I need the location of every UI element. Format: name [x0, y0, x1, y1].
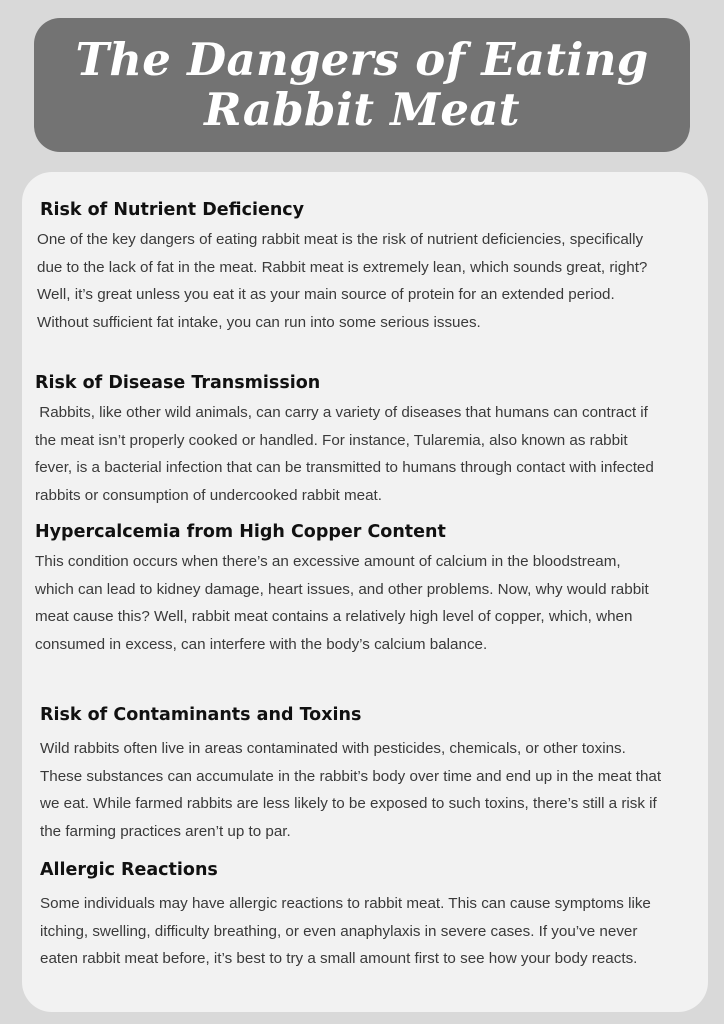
- section-heading: Risk of Nutrient Deficiency: [40, 200, 305, 220]
- section-body: This condition occurs when there’s an excessive amount of calcium in the bloodstream, which can lead to kidney damage, heart issues, and other problems. Now, why would rabbit meat cause this? Well, rabbit meat contains a relatively high level of copper, which, when consumed in excess, can interfere with the body’s calcium balance.: [35, 553, 649, 653]
- section-body: Some individuals may have allergic reactions to rabbit meat. This can cause symptoms like itching, swelling, difficulty breathing, or even anaphylaxis in severe cases. If you’ve never eaten rabbit meat before, it’s best to try a small amount first to see how your body reacts.: [40, 895, 651, 967]
- section-contaminants-toxins: [22, 703, 708, 845]
- section-body: Wild rabbits often live in areas contaminated with pesticides, chemicals, or other toxins. These substances can accumulate in the rabbit’s body over time and end up in the meat that we eat. While farmed rabbits are less likely to be exposed to such toxins, there’s still a risk if the farming practices aren’t up to par.: [40, 740, 662, 840]
- section-disease-transmission: [22, 371, 708, 509]
- section-hypercalcemia: [22, 520, 708, 658]
- section-allergic-reactions: [22, 858, 708, 973]
- section-heading: Hypercalcemia from High Copper Content: [35, 522, 446, 542]
- section-body: Rabbits, like other wild animals, can carry a variety of diseases that humans can contract if the meat isn’t properly cooked or handled. For instance, Tularemia, also known as rabbit fever, is a bacterial infection that can be transmitted to humans through contact with infected rabbits or consumption of undercooked rabbit meat.: [35, 404, 659, 504]
- section-heading: Allergic Reactions: [40, 860, 218, 880]
- section-nutrient-deficiency: [22, 198, 708, 336]
- section-heading: Risk of Contaminants and Toxins: [40, 705, 362, 725]
- content-card: [22, 172, 708, 1012]
- section-heading: Risk of Disease Transmission: [35, 373, 321, 393]
- title-banner: [34, 18, 690, 152]
- section-body: One of the key dangers of eating rabbit meat is the risk of nutrient deficiencies, specifically due to the lack of fat in the meat. Rabbit meat is extremely lean, which sounds great, right? Well, it’s great unless you eat it as your main source of protein for an extended period. Without sufficient fat intake, you can run into some serious issues.: [37, 231, 648, 331]
- page-title: The Dangers of Eating Rabbit Meat: [75, 33, 649, 136]
